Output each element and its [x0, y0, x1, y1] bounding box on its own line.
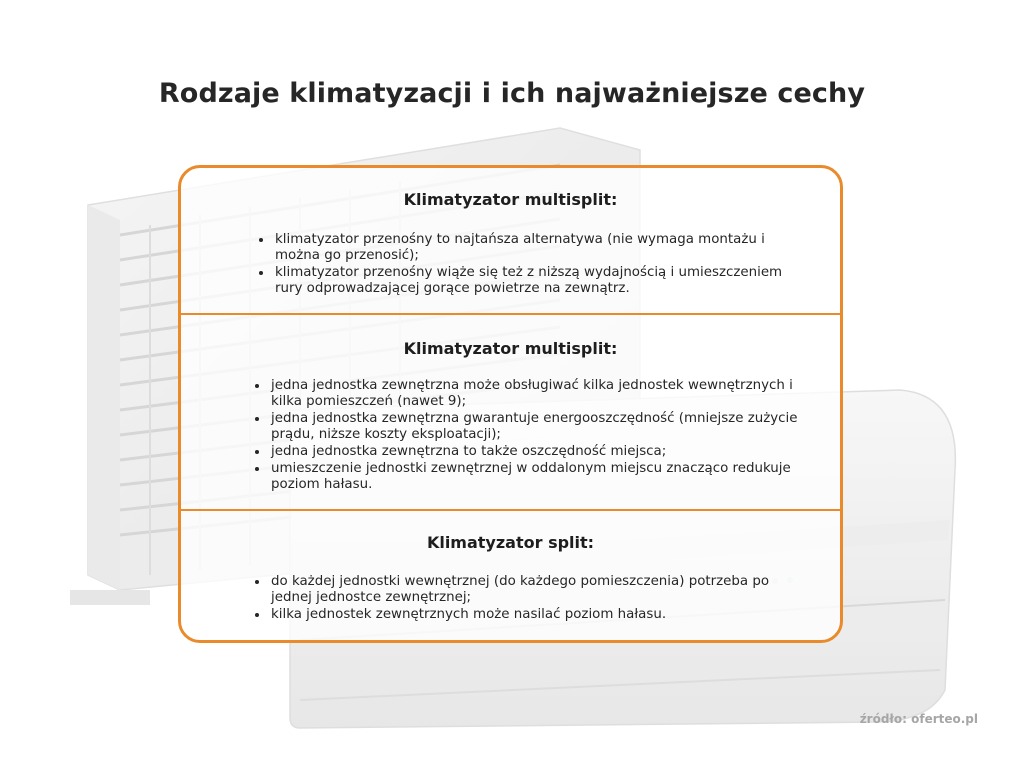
features-panel	[178, 165, 843, 643]
list-item: • jedna jednostka zewnętrzna gwarantuje energooszczędność (mniejsze zużycie prądu, niższe koszty eksploatacji);	[269, 410, 800, 443]
bullet-list	[255, 231, 800, 297]
list-item: • kilka jednostek zewnętrznych może nasilać poziom hałasu.	[269, 606, 800, 623]
section-heading: Klimatyzator multisplit:	[403, 190, 618, 209]
source-credit: źródło: oferteo.pl	[859, 712, 978, 726]
section-heading: Klimatyzator split:	[426, 533, 595, 552]
section-heading: Klimatyzator multisplit:	[403, 339, 618, 358]
page-title: Rodzaje klimatyzacji i ich najważniejsze cechy	[158, 78, 866, 109]
list-item: • jedna jednostka zewnętrzna może obsługiwać kilka jednostek wewnętrznych i kilka pomieszczeń (nawet 9);	[269, 377, 800, 410]
list-item: • jedna jednostka zewnętrzna to także oszczędność miejsca;	[269, 443, 800, 460]
list-item: • klimatyzator przenośny wiąże się też z niższą wydajnością i umieszczeniem rury odprowadzającej gorące powietrze na zewnątrz.	[273, 264, 800, 297]
list-item: • klimatyzator przenośny to najtańsza alternatywa (nie wymaga montażu i można go przenosić);	[273, 231, 800, 264]
bullet-list	[251, 573, 800, 623]
list-item: • do każdej jednostki wewnętrznej (do każdego pomieszczenia) potrzeba po jednej jednostce zewnętrznej;	[269, 573, 800, 606]
list-item: • umieszczenie jednostki zewnętrznej w oddalonym miejscu znacząco redukuje poziom hałasu.	[269, 460, 800, 493]
section-portable	[181, 168, 840, 315]
bullet-list	[251, 377, 800, 493]
section-multisplit	[181, 315, 840, 511]
section-split	[181, 511, 840, 643]
